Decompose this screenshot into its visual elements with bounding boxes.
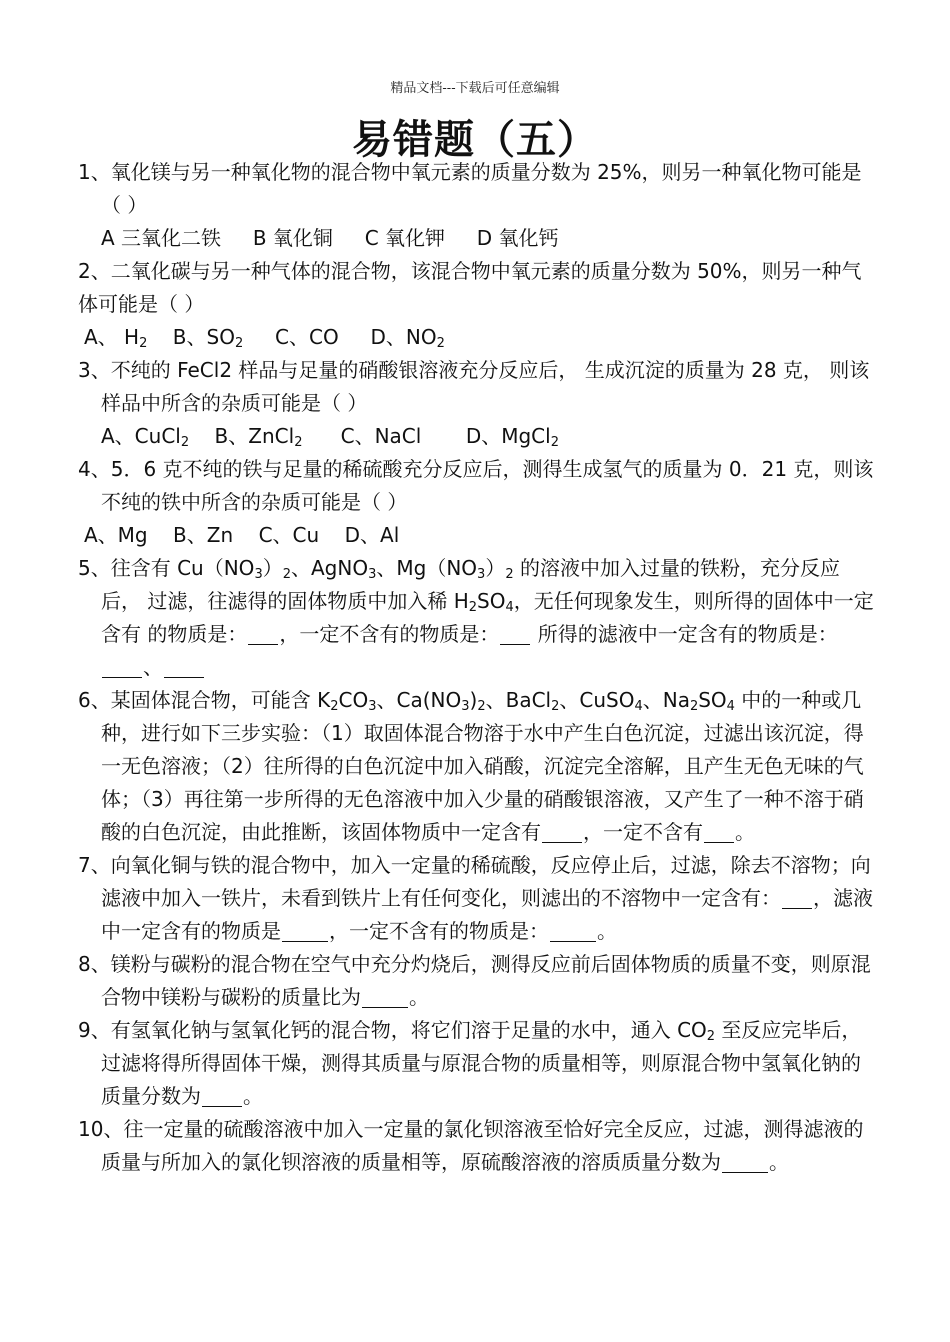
answer-blank[interactable] [362,985,408,1008]
page-title: 易错题（五） [352,117,598,163]
question-2-options: A、 $H_2$ B、$SO_2$ C、CO D、$NO_2$ [84,325,445,351]
question-10: 10、往一定量的硫酸溶液中加入一定量的氯化钡溶液至恰好完全反应，过滤，测得滤液的 质量与所加入的氯化钡溶液的质量相等，原硫酸溶液的溶质质量分数为 。 [78,1117,864,1174]
answer-blank[interactable] [164,655,204,678]
question-3: 3、不纯的 FeCl2 样品与足量的硝酸银溶液充分反应后， 生成沉淀的质量为 28 克， 则该样品中所含的杂质可能是（ ） [78,358,870,415]
answer-blank[interactable] [500,622,530,645]
answer-blank[interactable] [542,820,582,843]
answer-blank[interactable] [550,919,596,942]
question-1-options: A 三氧化二铁 B 氧化铜 C 氧化钾 D 氧化钙 [101,226,559,250]
question-6: 6、某固体混合物，可能含 $K_2CO_3$、$Ca(NO_3)_2$、BaCl$_2$、CuSO$_4$、$Na_2SO_4$ 中的一种或几种，进行如下三步实验：（1）取固体混合物溶于水中产生白色沉淀，过滤出该沉淀，得一无色溶液；（2）往所得的白色沉淀中加入硝酸，沉淀完全溶解，且产生无色无味的气体；（3）再往第一步所得的无色溶液中加入少量的硝酸银溶液，又产生了一种不溶于硝酸的白色沉淀，由此推断，该固体物质中一定含有 ，一定不含有 。 [78,688,864,844]
question-7: 7、向氧化铜与铁的混合物中，加入一定量的稀硫酸，反应停止后，过滤，除去不溶物；向滤液中加入一铁片，未看到铁片上有任何变化，则滤出的不溶物中一定含有： ，滤液中一定含有的物质是 ，一定不含有的物质是： 。 [78,853,873,943]
answer-blank[interactable] [704,820,734,843]
question-2: 2、二氧化碳与另一种气体的混合物，该混合物中氧元素的质量分数为 50%，则另一种气体可能是（ ） [78,259,862,316]
answer-blank[interactable] [282,919,328,942]
question-4-options: A、Mg B、Zn C、Cu D、Al [84,523,400,547]
answer-blank[interactable] [782,886,812,909]
question-8: 8、镁粉与碳粉的混合物在空气中充分灼烧后，测得反应前后固体物质的质量不变，则原混合物中镁粉与碳粉的质量比为 。 [78,952,871,1009]
question-4: 4、5．6 克不纯的铁与足量的稀硫酸充分反应后，测得生成氢气的质量为 0．21 克，则该不纯的铁中所含的杂质可能是（ ） [78,457,874,514]
answer-blank[interactable] [722,1150,768,1173]
answer-blank[interactable] [202,1084,242,1107]
question-5: 5、往含有 $Cu(NO_3)_2$、AgNO$_3$、$Mg(NO_3)_2$ 的溶液中加入过量的铁粉，充分反应后， 过滤，往滤得的固体物质中加入稀 $H_2SO_4$，无任何现象发生，则所得的固体中一定含有 的物质是： ，一定不含有的物质是： 所得的滤液中一定含有的物质是：、 [78,556,874,679]
question-3-options: A、CuCl$_2$ B、ZnCl$_2$ C、NaCl D、MgCl$_2$ [101,424,559,450]
question-list [78,156,878,1179]
question-1: 1、氧化镁与另一种氧化物的混合物中氧元素的质量分数为 25%，则另一种氧化物可能是（ ） [78,160,862,217]
answer-blank[interactable] [102,655,142,678]
page-header: 精品文档---下载后可任意编辑 [390,81,560,96]
answer-blank[interactable] [248,622,278,645]
question-9: 9、有氢氧化钠与氢氧化钙的混合物，将它们溶于足量的水中，通入 $CO_2$ 至反应完毕后，过滤将得所得固体干燥，测得其质量与原混合物的质量相等，则原混合物中氢氧化钠的质量分数为 。 [78,1018,862,1108]
